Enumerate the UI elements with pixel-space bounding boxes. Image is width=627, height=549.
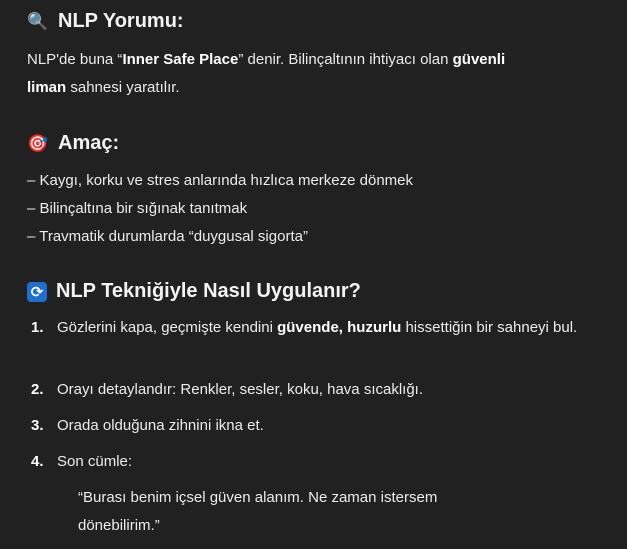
list-item: 3. Orada olduğuna zihnini ikna et. (31, 417, 264, 434)
steps-list (27, 314, 587, 478)
section-heading-nlp: 🔍 NLP Yorumu: (27, 10, 184, 32)
target-icon: 🎯 (27, 133, 49, 153)
nlp-paragraph: NLP'de buna “Inner Safe Place” denir. Bilinçaltının ihtiyacı olan güvenli liman sahnesi yaratılır. (27, 51, 506, 96)
list-item: 2. Orayı detaylandır: Renkler, sesler, koku, hava sıcaklığı. (31, 381, 424, 398)
list-item: 1. Gözlerini kapa, geçmişte kendini güvende, huzurlu hissettiğin bir sahneyi bul. (31, 319, 578, 336)
section-heading-technique: ⟳ NLP Tekniğiyle Nasıl Uygulanır? (27, 280, 361, 303)
refresh-icon: ⟳ (27, 282, 47, 302)
goal-item: – Kaygı, korku ve stres anlarında hızlıca merkeze dönmek (27, 172, 414, 189)
goal-item: – Travmatik durumlarda “duygusal sigorta” (27, 228, 308, 245)
quote-text: “Burası benim içsel güven alanım. Ne zaman istersem dönebilirim.” (78, 489, 438, 534)
list-item: 4. Son cümle: (31, 453, 133, 470)
goal-item: – Bilinçaltına bir sığınak tanıtmak (27, 200, 248, 217)
magnifier-icon: 🔍 (27, 11, 49, 31)
section-heading-amac: 🎯 Amaç: (27, 132, 120, 154)
